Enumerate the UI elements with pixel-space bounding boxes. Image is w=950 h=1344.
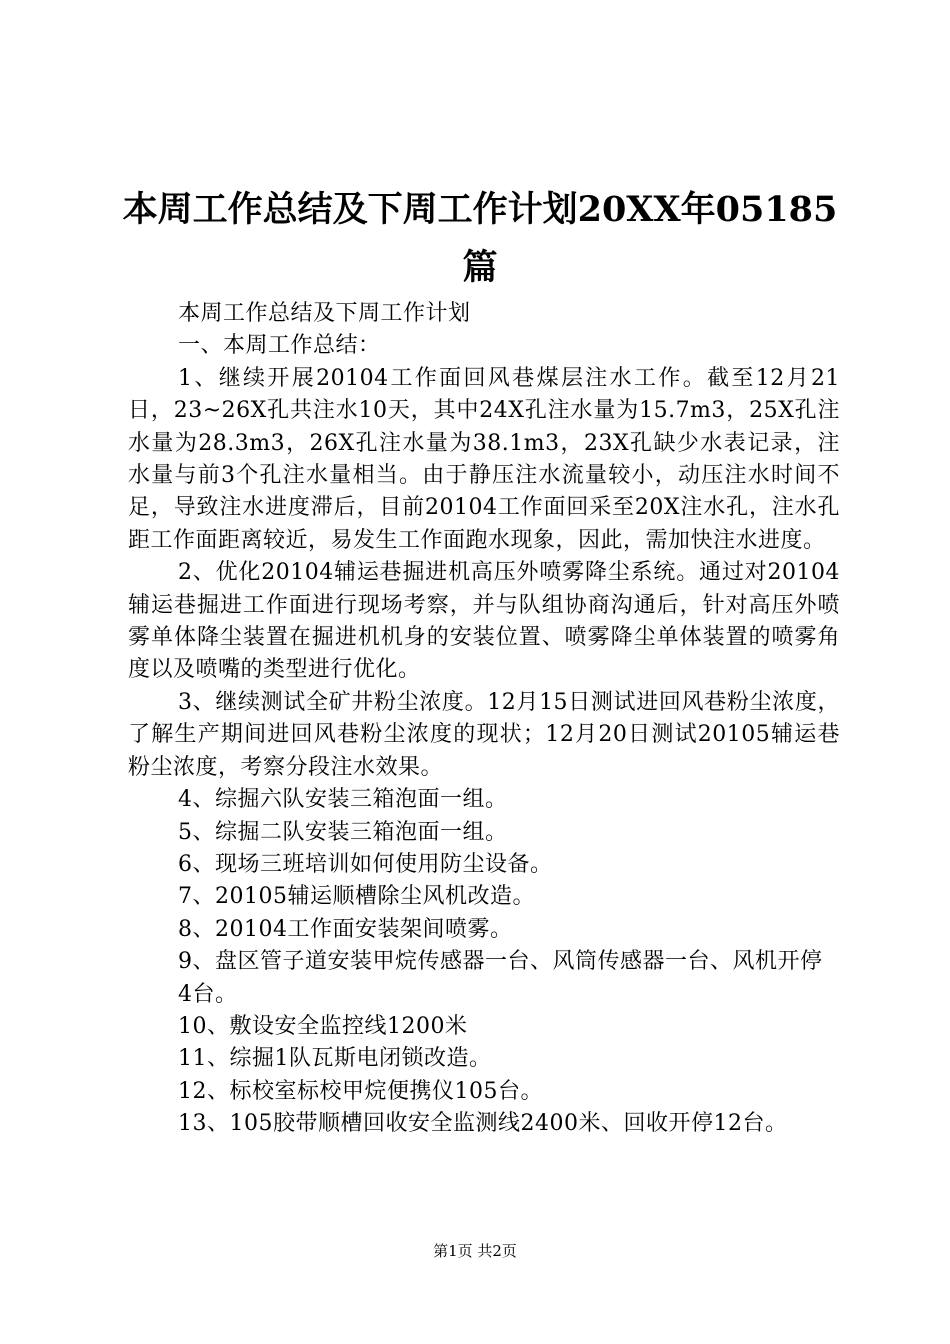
- list-item: 7、20105辅运顺槽除尘风机改造。: [178, 884, 535, 910]
- document-body: [128, 298, 840, 1141]
- list-item: 2、优化20104辅运巷掘进机高压外喷雾降尘系统。通过对20104辅运巷掘进工作面进行现场考察，并与队组协商沟通后，针对高压外喷雾单体降尘装置在掘进机机身的安装位置、喷雾降尘单体装置的喷雾角度以及喷嘴的类型进行优化。: [128, 560, 840, 683]
- list-item: 3、继续测试全矿井粉尘浓度。12月15日测试进回风巷粉尘浓度，了解生产期间进回风巷粉尘浓度的现状；12月20日测试20105辅运巷粉尘浓度，考察分段注水效果。: [128, 689, 840, 780]
- list-item-continuation: 4台。: [178, 981, 238, 1007]
- list-item: 11、综掘1队瓦斯电闭锁改造。: [178, 1046, 492, 1072]
- list-item: 1、继续开展20104工作面回风巷煤层注水工作。截至12月21日，23~26X孔共注水10天，其中24X孔注水量为15.7m3，25X孔注水量为28.3m3，26X孔注水量为38.1m3，23X孔缺少水表记录，注水量与前3个孔注水量相当。由于静压注水流量较小，动压注水时间不足，导致注水进度滞后，目前20104工作面回采至20X注水孔，注水孔距工作面距离较近，易发生工作面跑水现象，因此，需加快注水进度。: [128, 365, 840, 553]
- list-item: 6、现场三班培训如何使用防尘设备。: [178, 851, 553, 877]
- list-item: 10、敷设安全监控线1200米: [178, 1013, 468, 1039]
- page-footer: 第1页 共2页: [433, 1242, 517, 1260]
- section-heading: 一、本周工作总结：: [178, 333, 381, 359]
- list-item: 12、标校室标校甲烷便携仪105台。: [178, 1078, 543, 1104]
- list-item: 13、105胶带顺槽回收安全监测线2400米、回收开停12台。: [178, 1111, 788, 1137]
- list-item: 4、综掘六队安装三箱泡面一组。: [178, 787, 508, 813]
- document-title-continued: 篇: [462, 247, 498, 288]
- section-subtitle: 本周工作总结及下周工作计划: [178, 301, 471, 326]
- list-item: 9、盘区管子道安装甲烷传感器一台、风筒传感器一台、风机开停: [178, 949, 823, 975]
- document-title: 本周工作总结及下周工作计划20XX年05185: [122, 189, 838, 230]
- list-item: 8、20104工作面安装架间喷雾。: [178, 916, 513, 942]
- list-item: 5、综掘二队安装三箱泡面一组。: [178, 819, 508, 845]
